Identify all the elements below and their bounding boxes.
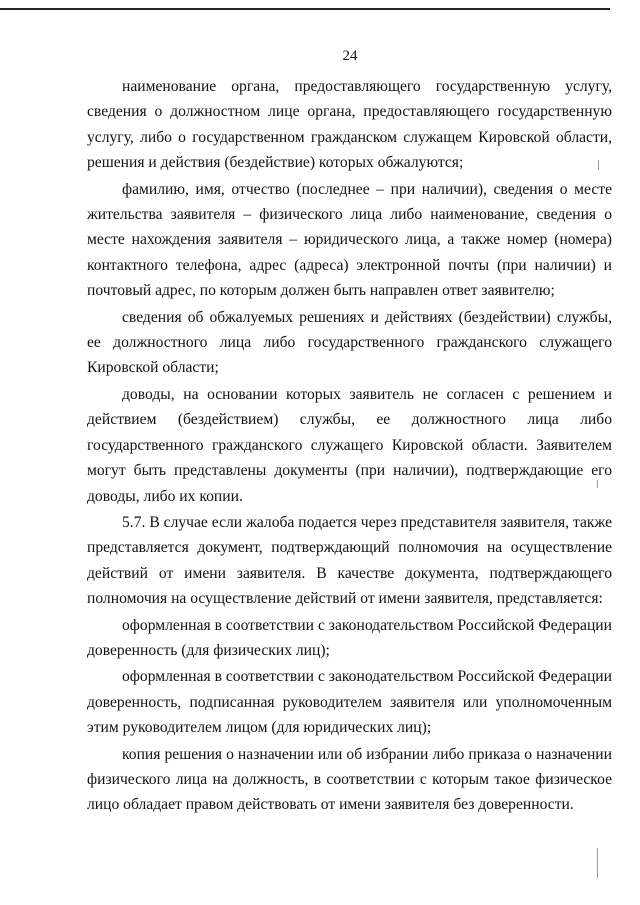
document-body [87,74,612,819]
paragraph-appointment-copy: копия решения о назначении или об избрании либо приказа о назначении физического лица на должность, в соответствии с которым такое физическое лицо обладает правом действовать от имени заявителя без доверенности. [87,745,612,814]
page-number: 24 [342,48,358,64]
paragraph-applicant-details: фамилию, имя, отчество (последнее – при наличии), сведения о месте жительства заявителя – физического лица либо наименование, сведения о месте нахождения заявителя – юридического лица, а также номер (номера) контактного телефона, адрес (адреса) электронной почты (при наличии) и почтовый адрес, по которым должен быть направлен ответ заявителю; [87,180,612,300]
paragraph-organ-name: наименование органа, предоставляющего государственную услугу, сведения о должностном лице органа, предоставляющего государственную услугу, либо о государственном гражданском служащем Кировской области, решения и действия (бездействие) которых обжалуются; [87,78,612,172]
paragraph-power-of-attorney-legal: оформленная в соответствии с законодательством Российской Федерации доверенность, подписанная руководителем заявителя или уполномоченным этим руководителем лицом (для юридических лиц); [87,668,612,737]
paragraph-power-of-attorney-individual: оформленная в соответствии с законодательством Российской Федерации доверенность (для физических лиц); [87,616,612,659]
scan-artifact-mark [597,480,598,488]
paragraph-appealed-decisions: сведения об обжалуемых решениях и действиях (бездействии) службы, ее должностного лица либо государственного гражданского служащего Кировской области; [87,308,612,377]
scan-artifact-mark [598,160,599,170]
scan-artifact-mark [597,848,598,878]
scan-top-rule [0,8,610,10]
paragraph-5-7: 5.7. В случае если жалоба подается через представителя заявителя, также представляется документ, подтверждающий полномочия на осуществление действий от имени заявителя. В качестве документа, подтверждающего полномочия на осуществление действий от имени заявителя, представляется: [87,513,612,608]
paragraph-arguments: доводы, на основании которых заявитель не согласен с решением и действием (бездействием) службы, ее должностного лица либо государственного гражданского служащего Кировской области. Заявителем могут быть представлены документы (при наличии), подтверждающие его доводы, либо их копии. [87,385,612,505]
